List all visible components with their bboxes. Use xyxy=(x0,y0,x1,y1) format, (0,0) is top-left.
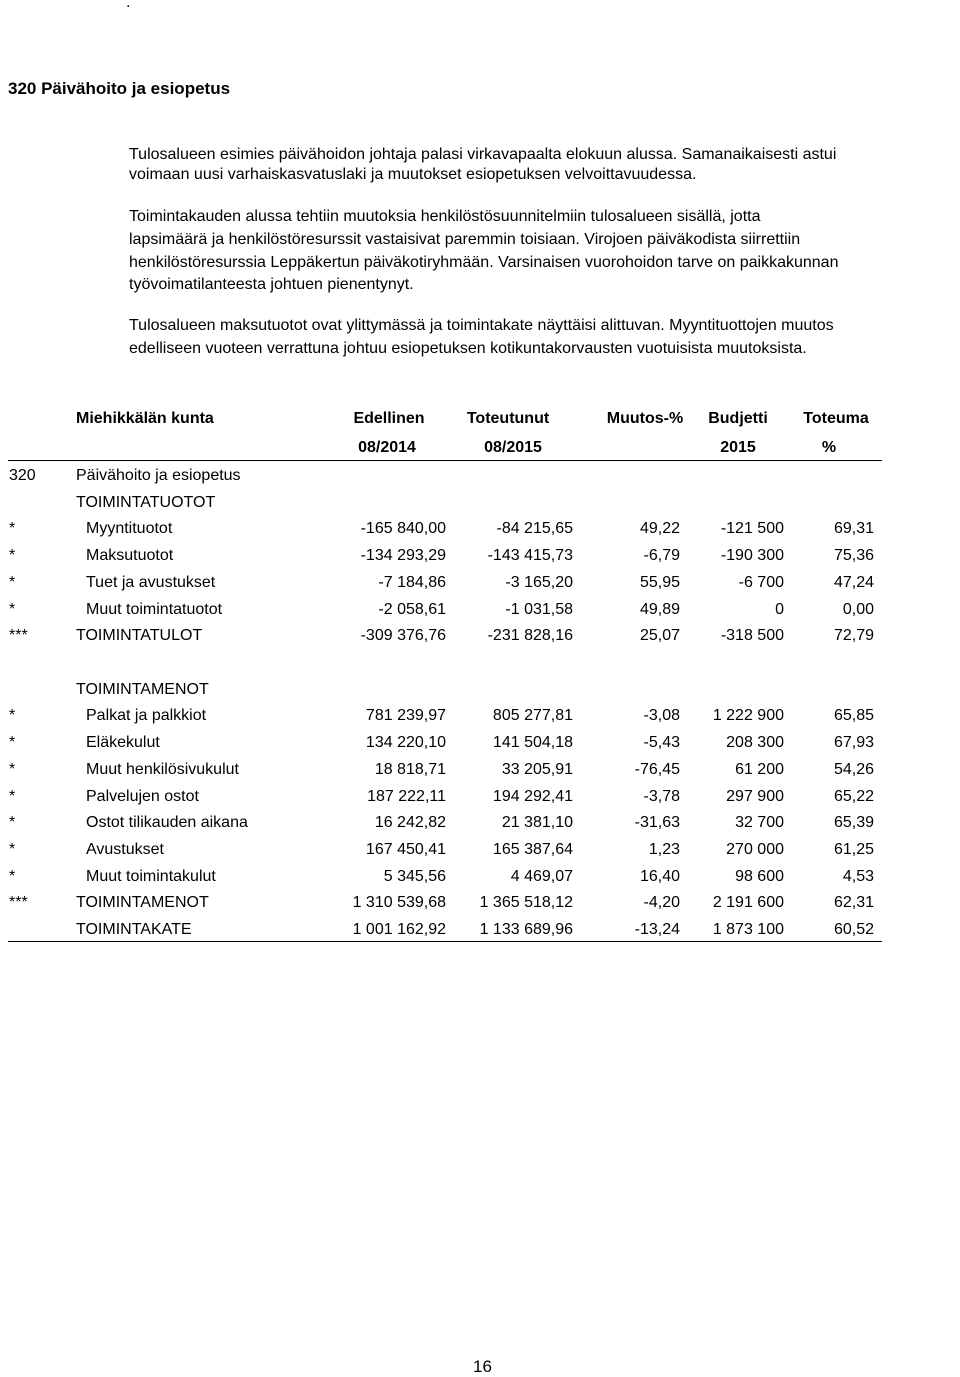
cell-actual-period: -84 215,65 xyxy=(496,520,573,537)
row-label: Palkat ja palkkiot xyxy=(86,707,207,724)
cell-realization-percent: 0,00 xyxy=(842,601,874,618)
row-marker: * xyxy=(9,841,16,858)
row-marker: * xyxy=(9,788,16,805)
cell-actual-period: -231 828,16 xyxy=(487,627,573,644)
bottom-rule xyxy=(8,941,882,942)
paragraph-2-line-2: lapsimäärä ja henkilöstöresurssit vastaisivat paremmin toisiaan. Virojoen päiväkodista siirrettiin xyxy=(129,231,801,248)
row-label: Palvelujen ostot xyxy=(86,788,199,805)
cell-budget: 32 700 xyxy=(735,814,784,831)
row-label: TOIMINTAMENOT xyxy=(76,681,209,698)
row-label: Maksutuotot xyxy=(86,547,174,564)
cell-realization-percent: 65,22 xyxy=(833,788,874,805)
row-label: TOIMINTAKATE xyxy=(76,921,192,938)
cell-change-percent: 25,07 xyxy=(639,627,680,644)
cell-realization-percent: 62,31 xyxy=(833,894,874,911)
cell-actual-period: -3 165,20 xyxy=(505,574,573,591)
subheader-previous-period: 08/2014 xyxy=(358,439,416,456)
header-actual-period: Toteutunut xyxy=(466,410,550,427)
header-rule xyxy=(8,460,882,461)
header-change-percent: Muutos-% xyxy=(606,410,684,427)
cell-budget: -121 500 xyxy=(720,520,784,537)
cell-change-percent: 49,89 xyxy=(639,601,680,618)
cell-previous-period: 1 310 539,68 xyxy=(352,894,446,911)
row-marker: * xyxy=(9,868,16,885)
cell-realization-percent: 72,79 xyxy=(833,627,874,644)
paragraph-2-line-3: henkilöstöresurssia Leppäkertun päiväkotiryhmään. Varsinaisen vuorohoidon tarve on paikkakunnan xyxy=(129,254,839,271)
section-heading: 320 Päivähoito ja esiopetus xyxy=(8,79,231,98)
cell-realization-percent: 47,24 xyxy=(833,574,874,591)
subheader-budget: 2015 xyxy=(720,439,756,456)
cell-change-percent: 16,40 xyxy=(639,868,680,885)
cell-previous-period: 1 001 162,92 xyxy=(352,921,446,938)
header-budget: Budjetti xyxy=(708,410,768,427)
subheader-actual-period: 08/2015 xyxy=(484,439,542,456)
cell-budget: 297 900 xyxy=(726,788,784,805)
paragraph-1-line-2: voimaan uusi varhaiskasvatuslaki ja muutokset esiopetuksen velvoittavuudessa. xyxy=(129,166,697,183)
cell-change-percent: 1,23 xyxy=(648,841,680,858)
cell-budget: 0 xyxy=(775,601,784,618)
row-label: Tuet ja avustukset xyxy=(86,574,216,591)
row-marker: * xyxy=(9,707,16,724)
cell-previous-period: 187 222,11 xyxy=(367,788,446,805)
paragraph-3-line-2: edelliseen vuoteen verrattuna johtuu esiopetuksen kotikuntakorvausten vuotuisista muutoksista. xyxy=(129,340,807,357)
cell-realization-percent: 75,36 xyxy=(833,547,874,564)
header-entity: Miehikkälän kunta xyxy=(76,410,214,427)
cell-previous-period: -309 376,76 xyxy=(360,627,446,644)
cell-change-percent: 49,22 xyxy=(639,520,680,537)
cell-budget: -6 700 xyxy=(738,574,784,591)
cell-budget: -318 500 xyxy=(720,627,784,644)
cell-change-percent: 55,95 xyxy=(639,574,680,591)
cell-budget: -190 300 xyxy=(720,547,784,564)
cell-budget: 2 191 600 xyxy=(712,894,784,911)
row-marker: * xyxy=(9,601,16,618)
row-label: TOIMINTATULOT xyxy=(76,627,203,644)
top-mark: . xyxy=(126,0,131,11)
row-label: Avustukset xyxy=(86,841,164,858)
subheader-realization-percent: % xyxy=(821,439,837,456)
cell-change-percent: -6,79 xyxy=(643,547,680,564)
cell-previous-period: 18 818,71 xyxy=(374,761,446,778)
row-marker: * xyxy=(9,814,16,831)
cell-change-percent: -76,45 xyxy=(634,761,680,778)
cell-previous-period: 167 450,41 xyxy=(365,841,446,858)
cell-change-percent: -13,24 xyxy=(634,921,680,938)
cell-budget: 1 873 100 xyxy=(712,921,784,938)
cell-change-percent: -31,63 xyxy=(634,814,680,831)
row-label: Muut henkilösivukulut xyxy=(86,761,239,778)
cell-realization-percent: 67,93 xyxy=(833,734,874,751)
cell-actual-period: 1 365 518,12 xyxy=(479,894,573,911)
row-marker: *** xyxy=(9,627,28,644)
cell-actual-period: 194 292,41 xyxy=(492,788,573,805)
row-label: Ostot tilikauden aikana xyxy=(86,814,248,831)
cell-change-percent: -3,78 xyxy=(643,788,680,805)
paragraph-1-line-1: Tulosalueen esimies päivähoidon johtaja palasi virkavapaalta elokuun alussa. Samanaikaisesti astui xyxy=(129,146,837,163)
header-realization-percent: Toteuma xyxy=(803,410,869,427)
row-marker: * xyxy=(9,734,16,751)
cell-previous-period: -2 058,61 xyxy=(378,601,446,618)
row-marker: 320 xyxy=(9,467,36,484)
cell-change-percent: -5,43 xyxy=(643,734,680,751)
row-marker: * xyxy=(9,574,16,591)
row-label: Myyntituotot xyxy=(86,520,173,537)
cell-realization-percent: 65,85 xyxy=(833,707,874,724)
cell-realization-percent: 60,52 xyxy=(833,921,874,938)
page-number: 16 xyxy=(473,1357,492,1376)
cell-previous-period: 16 242,82 xyxy=(374,814,446,831)
row-label: Muut toimintakulut xyxy=(86,868,216,885)
cell-previous-period: -7 184,86 xyxy=(378,574,446,591)
cell-realization-percent: 4,53 xyxy=(842,868,874,885)
cell-previous-period: 781 239,97 xyxy=(365,707,446,724)
cell-actual-period: 33 205,91 xyxy=(501,761,573,778)
header-previous-period: Edellinen xyxy=(353,410,425,427)
cell-previous-period: 5 345,56 xyxy=(383,868,446,885)
row-label: Eläkekulut xyxy=(86,734,160,751)
row-marker: * xyxy=(9,547,16,564)
cell-previous-period: -165 840,00 xyxy=(360,520,446,537)
cell-budget: 61 200 xyxy=(735,761,784,778)
cell-realization-percent: 65,39 xyxy=(833,814,874,831)
row-marker: * xyxy=(9,761,16,778)
cell-actual-period: -1 031,58 xyxy=(505,601,573,618)
cell-change-percent: -3,08 xyxy=(643,707,680,724)
cell-budget: 208 300 xyxy=(726,734,784,751)
row-label: TOIMINTATUOTOT xyxy=(76,494,216,511)
paragraph-2-line-4: työvoimatilanteesta johtuen pienentynyt. xyxy=(129,276,414,293)
cell-actual-period: 21 381,10 xyxy=(501,814,573,831)
cell-realization-percent: 54,26 xyxy=(833,761,874,778)
cell-budget: 1 222 900 xyxy=(712,707,784,724)
cell-actual-period: 805 277,81 xyxy=(492,707,573,724)
cell-actual-period: 1 133 689,96 xyxy=(479,921,573,938)
cell-budget: 270 000 xyxy=(726,841,784,858)
cell-previous-period: 134 220,10 xyxy=(365,734,446,751)
cell-actual-period: 165 387,64 xyxy=(492,841,573,858)
row-marker: *** xyxy=(9,894,28,911)
row-label: Päivähoito ja esiopetus xyxy=(76,467,241,484)
cell-actual-period: 4 469,07 xyxy=(510,868,573,885)
row-label: Muut toimintatuotot xyxy=(86,601,223,618)
cell-change-percent: -4,20 xyxy=(643,894,680,911)
cell-realization-percent: 69,31 xyxy=(833,520,874,537)
cell-actual-period: 141 504,18 xyxy=(492,734,573,751)
cell-budget: 98 600 xyxy=(735,868,784,885)
paragraph-3-line-1: Tulosalueen maksutuotot ovat ylittymässä ja toimintakate näyttäisi alittuvan. Myyntituottojen muutos xyxy=(129,317,834,334)
row-marker: * xyxy=(9,520,16,537)
cell-realization-percent: 61,25 xyxy=(833,841,874,858)
row-label: TOIMINTAMENOT xyxy=(76,894,209,911)
paragraph-2-line-1: Toimintakauden alussa tehtiin muutoksia henkilöstösuunnitelmiin tulosalueen sisällä, jotta xyxy=(129,208,761,225)
cell-actual-period: -143 415,73 xyxy=(487,547,573,564)
cell-previous-period: -134 293,29 xyxy=(360,547,446,564)
